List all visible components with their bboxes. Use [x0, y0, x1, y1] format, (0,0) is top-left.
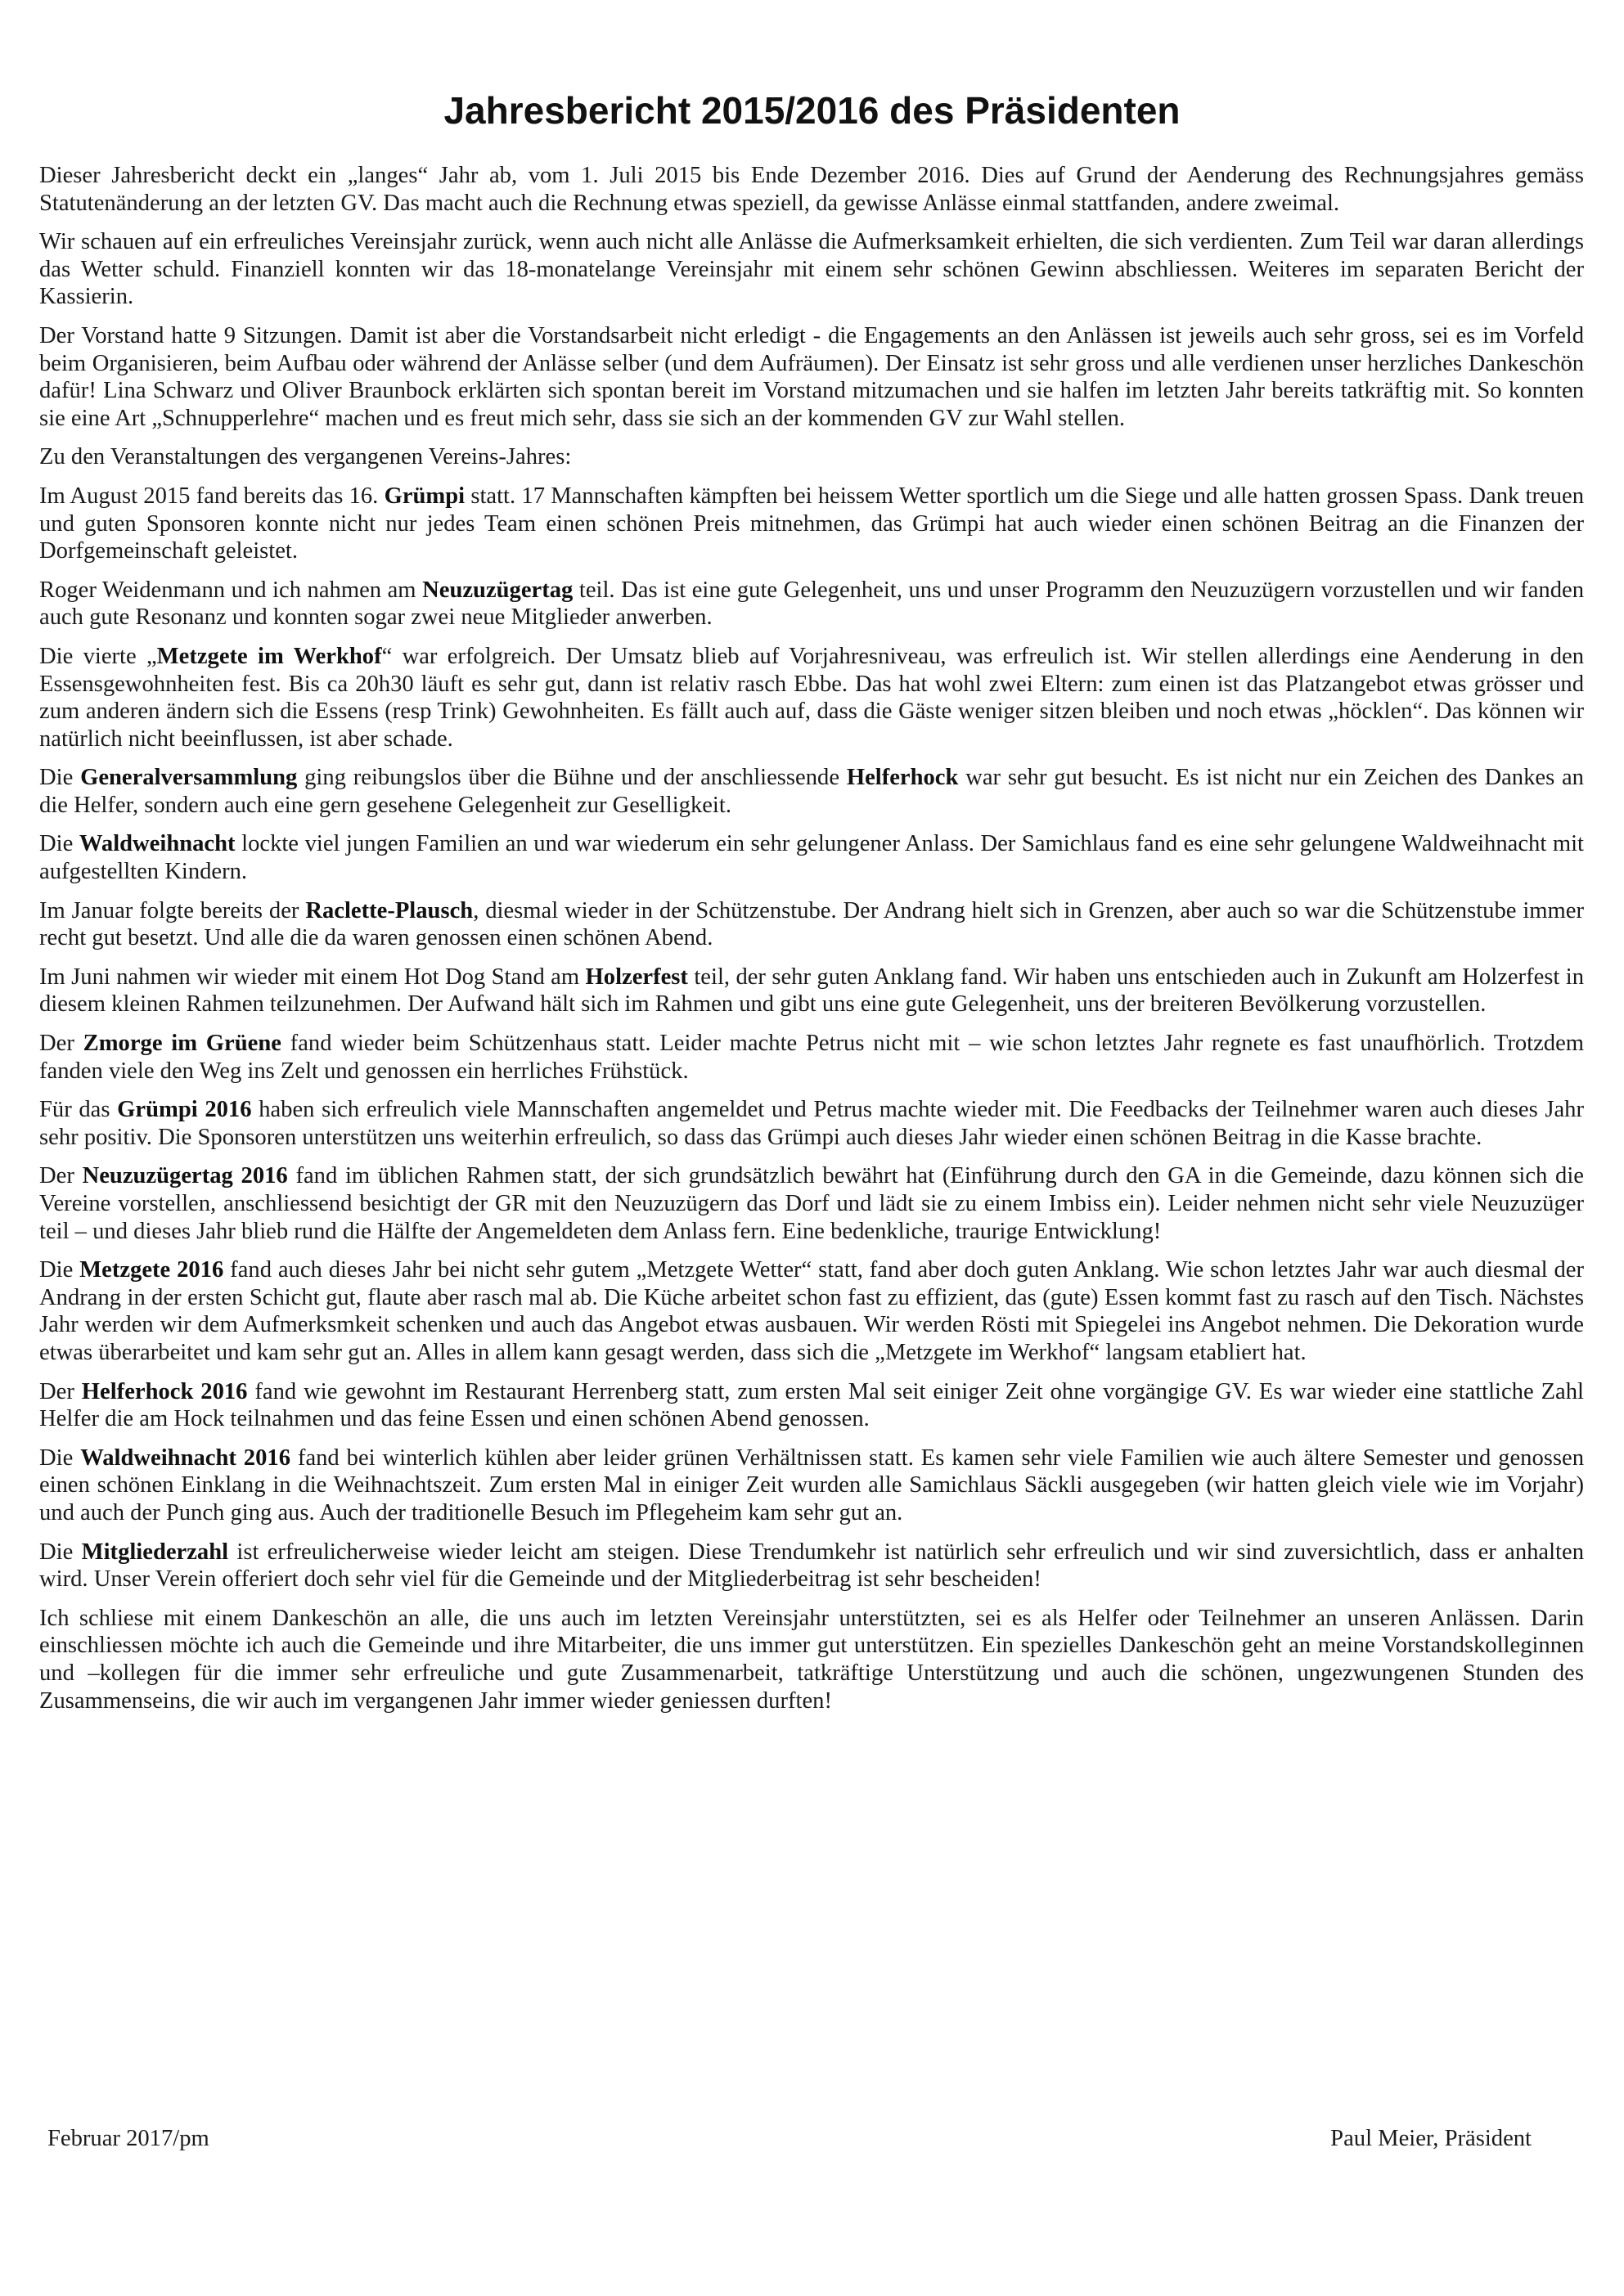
paragraph — [39, 1445, 1584, 1527]
text-run: ist erfreulicherweise wieder leicht am steigen. Diese Trendumkehr ist natürlich sehr erfreulich und wir sind zuversichtlich, dass er anhalten wird. Unser Verein offeriert doch sehr viel für die Gemeinde und der Mitgliederbeitrag ist sehr bescheiden! — [39, 1539, 1584, 1593]
footer-signature: Paul Meier, Präsident — [1330, 2126, 1532, 2151]
footer-date: Februar 2017/pm — [47, 2126, 209, 2151]
text-run: Im August 2015 fand bereits das 16. — [39, 483, 385, 509]
text-run: Der Vorstand hatte 9 Sitzungen. Damit ist aber die Vorstandsarbeit nicht erledigt - die Engagements an den Anlässen ist jeweils auch sehr gross, sei es im Vorfeld beim Organisieren, beim Aufbau oder während der Anlässe selber (und dem Aufräumen). Der Einsatz ist sehr gross und alle verdienen unser herzliches Dankeschön dafür! Lina Schwarz und Oliver Braunbock erklärten sich spontan bereit im Vorstand mitzumachen und sie halfen im letzten Jahr bereits tatkräftig mit. So konnten sie eine Art „Schnupperlehre“ machen und es freut mich sehr, dass sie sich an der kommenden GV zur Wahl stellen. — [39, 322, 1584, 431]
bold-event-name: Holzerfest — [585, 964, 688, 990]
bold-event-name: Zmorge im Grüene — [83, 1031, 281, 1057]
text-run: Wir schauen auf ein erfreuliches Vereinsjahr zurück, wenn auch nicht alle Anlässe die Aufmerksamkeit erhielten, die sich verdienten. Zum Teil war daran allerdings das Wetter schuld. Finanziell konnten wir das 18-monatelange Vereinsjahr mit einem sehr schönen Gewinn abschliessen. Weiteres im separaten Bericht der Kassierin. — [39, 229, 1584, 310]
text-run: Der — [39, 1031, 83, 1057]
text-run: Für das — [39, 1097, 118, 1123]
text-run: Die — [39, 765, 81, 791]
text-run: , diesmal wieder in der Schützenstube. Der Andrang hielt sich in Grenzen, aber auch so war die Schützenstube immer recht gut besetzt. Und alle die da waren genossen einen schönen Abend. — [39, 897, 1584, 951]
text-run: teil, der sehr guten Anklang fand. Wir haben uns entschieden auch in Zukunft am Holzerfest in diesem kleinen Rahmen teilzunehmen. Der Aufwand hält sich im Rahmen und gibt uns eine gute Gelegenheit, uns der breiteren Bevölkerung vorzustellen. — [39, 964, 1585, 1018]
text-run: Roger Weidenmann und ich nahmen am — [39, 577, 423, 603]
bold-event-name: Helferhock 2016 — [81, 1378, 248, 1404]
text-run: teil. Das ist eine gute Gelegenheit, uns und unser Programm den Neuzuzügern vorzustellen und wir fanden auch gute Resonanz und konnten sogar zwei neue Mitglieder anwerben. — [39, 577, 1585, 631]
text-run: Die — [39, 831, 79, 857]
text-run: Im Juni nahmen wir wieder mit einem Hot Dog Stand am — [39, 964, 586, 990]
paragraph — [39, 1605, 1584, 1714]
text-run: haben sich erfreulich viele Mannschaften angemeldet und Petrus machte wieder mit. Die Feedbacks der Teilnehmer waren auch dieses Jahr sehr positiv. Die Sponsoren unterstützen uns weiterhin erfreulich, so dass das Grümpi auch dieses Jahr wieder einen schönen Beitrag in die Kasse brachte. — [39, 1097, 1585, 1150]
text-run: fand im üblichen Rahmen statt, der sich grundsätzlich bewährt hat (Einführung durch den GA in die Gemeinde, dazu können sich die Vereine vorstellen, anschliessend besichtigt der GR mit den Neuzuzügern das Dorf und lädt sie zu einem Imbiss ein). Leider nehmen nicht sehr viele Neuzuzüger teil – und dieses Jahr blieb rund die Hälfte der Angemeldeten dem Anlass fern. Eine bedenkliche, traurige Entwicklung! — [39, 1163, 1584, 1244]
paragraph — [39, 322, 1584, 432]
paragraph — [39, 764, 1584, 819]
text-run: lockte viel jungen Familien an und war wiederum ein sehr gelungener Anlass. Der Samichlaus fand es eine sehr gelungene Waldweihnacht mit aufgestellten Kindern. — [39, 831, 1584, 885]
text-run: statt. 17 Mannschaften kämpften bei heissem Wetter sportlich um die Siege und alle hatten grossen Spass. Dank treuen und guten Sponsoren konnte nicht nur jedes Team einen schönen Preis mitnehmen, das Grümpi hat auch wieder einen schönen Beitrag an die Finanzen der Dorfgemeinschaft geleistet. — [39, 483, 1585, 564]
bold-event-name: Raclette-Plausch — [305, 897, 474, 923]
bold-event-name: Grümpi — [384, 483, 466, 509]
bold-event-name: Waldweihnacht 2016 — [80, 1445, 290, 1471]
paragraph — [39, 1256, 1584, 1366]
paragraph — [39, 1162, 1584, 1245]
text-run: fand wieder beim Schützenhaus statt. Leider machte Petrus nicht mit – wie schon letztes Jahr regnete es fast unaufhörlich. Trotzdem fanden viele den Weg ins Zelt und genossen ein herrliches Frühstück. — [39, 1031, 1585, 1084]
bold-event-name: Waldweihnacht — [79, 831, 236, 857]
text-run: ging reibungslos über die Bühne und der anschliessende — [297, 765, 847, 791]
bold-event-name: Helferhock — [846, 765, 959, 791]
text-run: fand bei winterlich kühlen aber leider grünen Verhältnissen statt. Es kamen sehr viele Familien wie auch ältere Semester und genossen einen schönen Einklang in die Weihnachtszeit. Zum ersten Mal in einiger Zeit wurden alle Samichlaus Säckli ausgegeben (wir hatten gleich viele wie im Vorjahr) und auch der Punch ging aus. Auch der traditionelle Besuch im Pflegeheim kam sehr gut an. — [39, 1445, 1584, 1525]
text-run: Die vierte „ — [39, 643, 157, 669]
text-run: “ war erfolgreich. Der Umsatz blieb auf Vorjahresniveau, was erfreulich ist. Wir stellen allerdings eine Aenderung in den Essensgewohnheiten fest. Bis ca 20h30 läuft es sehr gut, dann ist relativ rasch Ebbe. Das hat wohl zwei Eltern: zum einen ist das Platzangebot etwas grösser und zum anderen ändern sich die Essens (resp Trink) Gewohnheiten. Es fällt auch auf, dass die Gäste weniger sitzen bleiben und noch etwas „höcklen“. Das können wir natürlich nicht beeinflussen, ist aber schade. — [39, 643, 1584, 752]
paragraph — [39, 1539, 1584, 1593]
text-run: war sehr gut besucht. Es ist nicht nur ein Zeichen des Dankes an die Helfer, sondern auch eine gern gesehene Gelegenheit zur Geselligkeit. — [39, 765, 1584, 818]
paragraph — [39, 1378, 1584, 1433]
paragraph — [39, 1030, 1584, 1085]
text-run: Im Januar folgte bereits der — [39, 897, 306, 923]
text-run: Die — [39, 1257, 80, 1283]
bold-event-name: Generalversammlung — [80, 765, 298, 791]
bold-event-name: Neuzuzügertag 2016 — [82, 1163, 288, 1189]
paragraph — [39, 897, 1584, 952]
bold-event-name: Grümpi 2016 — [117, 1097, 252, 1123]
page-title: Jahresbericht 2015/2016 des Präsidenten — [443, 89, 1181, 132]
text-run: Die — [39, 1445, 81, 1471]
text-run: Der — [39, 1163, 83, 1189]
text-run: Zu den Veranstaltungen des vergangenen Vereins-Jahres: — [39, 444, 572, 470]
paragraph — [39, 483, 1584, 565]
bold-event-name: Metzgete 2016 — [79, 1257, 224, 1283]
text-run: fand auch dieses Jahr bei nicht sehr gutem „Metzgete Wetter“ statt, fand aber doch guten Anklang. Wie schon letztes Jahr war auch diesmal der Andrang in der ersten Schicht gut, flaute aber rasch mal ab. Die Küche arbeitet schon fast zu effizient, das (gute) Essen kommt fast zu rasch auf den Tisch. Nächstes Jahr werden wir dem Aufmerksmkeit schenken und auch das Angebot etwas ausbauen. Wir werden Rösti mit Spiegelei ins Angebot nehmen. Die Dekoration wurde etwas überarbeitet und kam sehr gut an. Alles in allem kann gesagt werden, dass sich die „Metzgete im Werkhof“ langsam etabliert hat. — [39, 1257, 1584, 1365]
paragraph — [39, 162, 1584, 217]
text-run: Ich schliese mit einem Dankeschön an alle, die uns auch im letzten Vereinsjahr unterstützten, sei es als Helfer oder Teilnehmer an unseren Anlässen. Darin einschliessen möchte ich auch die Gemeinde und ihre Mitarbeiter, die uns immer gut unterstützen. Ein spezielles Dankeschön geht an meine Vorstandskolleginnen und –kollegen für die immer sehr erfreuliche und gute Zusammenarbeit, tatkräftige Unterstützung und auch die schönen, ungezwungenen Stunden des Zusammenseins, die wir auch im vergangenen Jahr immer wieder geniessen durften! — [39, 1605, 1584, 1714]
paragraph — [39, 643, 1584, 753]
text-run: Dieser Jahresbericht deckt ein „langes“ Jahr ab, vom 1. Juli 2015 bis Ende Dezember 2016. Dies auf Grund der Aenderung des Rechnungsjahres gemäss Statutenänderung an der letzten GV. Das macht auch die Rechnung etwas speziell, da gewisse Anlässe einmal stattfanden, andere zweimal. — [39, 163, 1584, 216]
bold-event-name: Neuzuzügertag — [422, 577, 574, 603]
paragraph — [39, 577, 1584, 631]
report-body — [39, 162, 1584, 1726]
text-run: Die — [39, 1539, 82, 1565]
bold-event-name: Mitgliederzahl — [81, 1539, 229, 1565]
paragraph — [39, 443, 1584, 471]
paragraph — [39, 830, 1584, 885]
paragraph — [39, 1096, 1584, 1151]
text-run: Der — [39, 1378, 82, 1404]
bold-event-name: Metzgete im Werkhof — [156, 643, 382, 669]
paragraph — [39, 964, 1584, 1018]
paragraph — [39, 228, 1584, 311]
text-run: fand wie gewohnt im Restaurant Herrenberg statt, zum ersten Mal seit einiger Zeit ohne vorgängige GV. Es war wieder eine stattliche Zahl Helfer die am Hock teilnahmen und das feine Essen und einen schönen Abend genossen. — [39, 1378, 1584, 1432]
